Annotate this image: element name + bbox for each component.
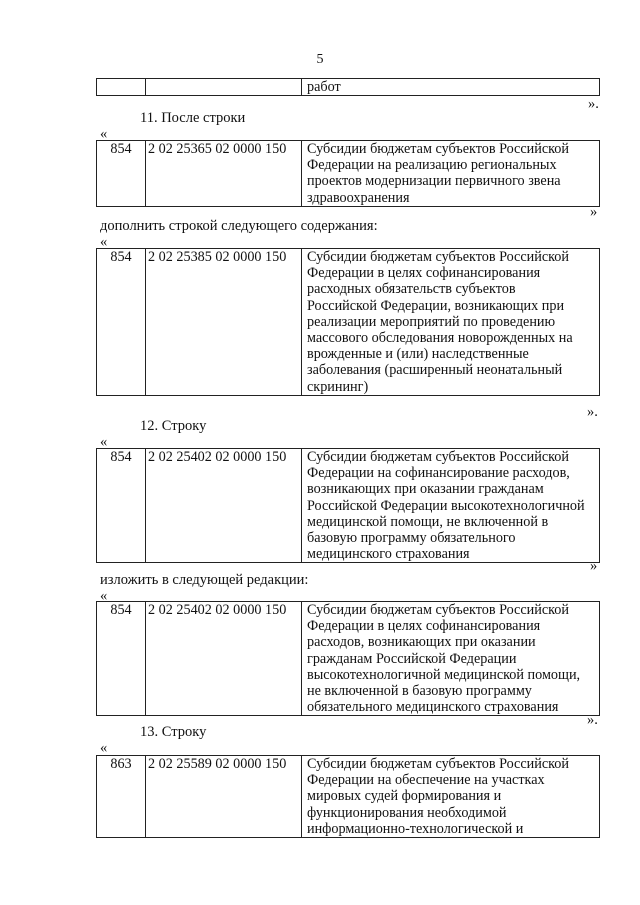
paragraph-new-edition: изложить в следующей редакции: [100,572,309,588]
budget-table-row-25589 [96,755,600,838]
kbk-cell: 2 02 25385 02 0000 150 [146,249,302,396]
kbk-cell: 2 02 25402 02 0000 150 [146,449,302,563]
description-line: не включенной в базовую программу [307,683,532,700]
code-cell: 854 [97,141,146,207]
description-line: информационно-технологической и [307,820,524,837]
closing-quote: » [590,204,598,220]
description-line: Субсидии бюджетам субъектов Российской [307,756,569,772]
description-line: медицинской помощи, не включенной в [307,513,549,530]
description-line: Федерации в целях софинансирования [307,265,541,282]
table-row [97,79,600,96]
description-line: Субсидии бюджетам субъектов Российской [307,449,569,465]
description-cell [302,756,600,838]
closing-quote: » [590,558,598,574]
description-cell [302,249,600,396]
table-row [97,756,600,838]
code-cell: 854 [97,249,146,396]
description-line: расходов, возникающих при оказании [307,634,536,651]
budget-table-row-25402-old [96,448,600,563]
description-line: Федерации в целях софинансирования [307,618,541,635]
description-line: расходных обязательств субъектов [307,281,516,298]
budget-table-row-25402-new [96,601,600,716]
kbk-cell [146,79,302,96]
budget-table-row-25365 [96,140,600,207]
kbk-cell: 2 02 25402 02 0000 150 [146,602,302,716]
description-cell [302,141,600,207]
kbk-cell: 2 02 25589 02 0000 150 [146,756,302,838]
description-line: скрининг) [307,378,369,395]
opening-quote: « [100,434,108,450]
description-line: Федерации на обеспечение на участках [307,772,545,789]
description-line: Субсидии бюджетам субъектов Российской [307,141,569,157]
closing-quote: ». [588,96,599,112]
description-line: высокотехнологичной медицинской помощи, [307,666,581,683]
description-line: массового обследования новорожденных на [307,330,573,347]
table-row [97,449,600,563]
description-line: возникающих при оказании гражданам [307,481,544,498]
code-cell: 854 [97,449,146,563]
description-line: Федерации на реализацию региональных [307,157,557,174]
paragraph-12: 12. Строку [140,418,207,434]
description-line: Субсидии бюджетам субъектов Российской [307,602,569,618]
opening-quote: « [100,234,108,250]
table-row [97,249,600,396]
description-line: функционирования необходимой [307,804,507,821]
description-cell [302,79,600,96]
opening-quote: « [100,126,108,142]
description-line: обязательного медицинского страхования [307,699,559,716]
description-line: заболевания (расширенный неонатальный [307,362,563,379]
description-line: мировых судей формирования и [307,788,502,805]
code-cell [97,79,146,96]
description-cell [302,602,600,716]
opening-quote: « [100,740,108,756]
description-line: гражданам Российской Федерации [307,650,517,667]
table-row [97,602,600,716]
opening-quote: « [100,588,108,604]
paragraph-add-row: дополнить строкой следующего содержания: [100,218,378,234]
paragraph-11: 11. После строки [140,110,246,126]
description-line: здравоохранения [307,189,410,206]
page-number: 5 [316,52,324,67]
description-line: Российской Федерации высокотехнологичной [307,497,585,514]
table-row [97,141,600,207]
description-line: реализации мероприятий по проведению [307,313,556,330]
code-cell: 854 [97,602,146,716]
description-line: медицинского страхования [307,546,470,563]
budget-table-row-25385 [96,248,600,396]
description-line: Российской Федерации, возникающих при [307,297,565,314]
description-line: проектов модернизации первичного звена [307,173,561,190]
description-line: Субсидии бюджетам субъектов Российской [307,249,569,265]
description-cell [302,449,600,563]
description-line: базовую программу обязательного [307,530,516,547]
closing-quote: ». [587,404,598,420]
budget-table-fragment [96,78,600,96]
description-line: Федерации на софинансирование расходов, [307,465,570,482]
paragraph-13: 13. Строку [140,724,207,740]
kbk-cell: 2 02 25365 02 0000 150 [146,141,302,207]
code-cell: 863 [97,756,146,838]
description-line: врожденные и (или) наследственные [307,346,529,363]
closing-quote: ». [587,712,598,728]
description-line: работ [307,79,341,95]
